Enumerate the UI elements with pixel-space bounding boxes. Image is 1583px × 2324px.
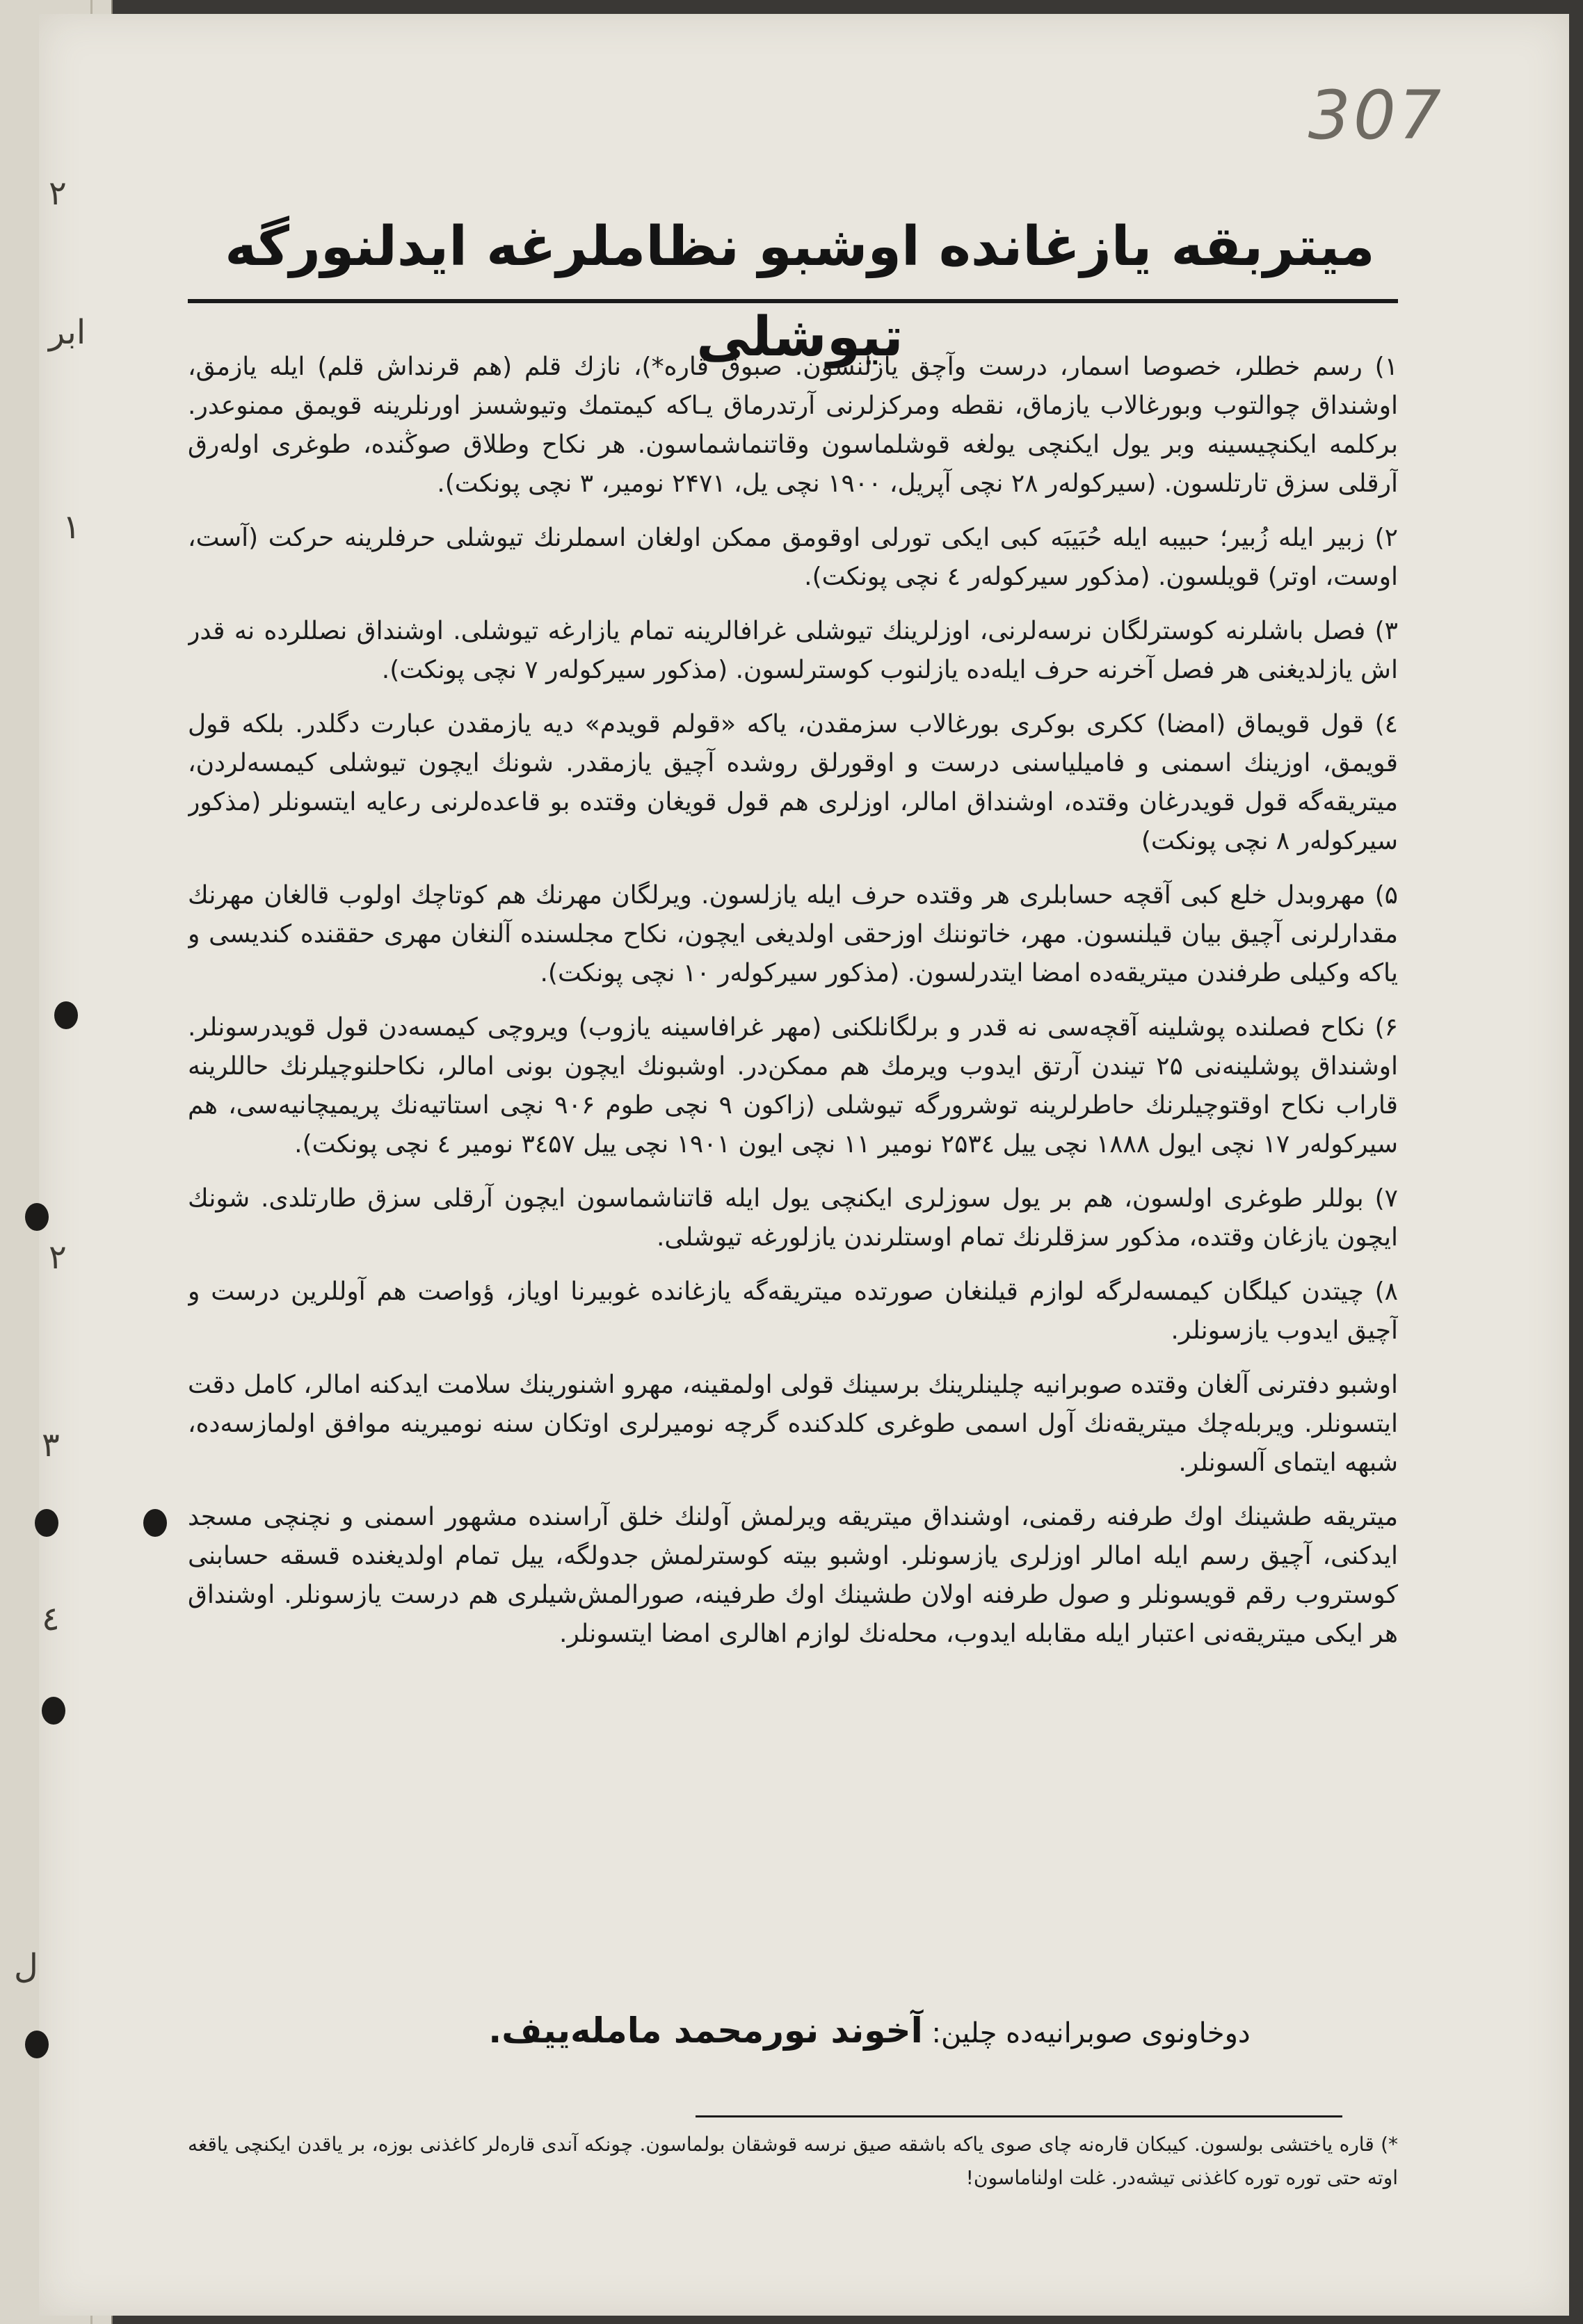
ledger-edge — [0, 0, 118, 2324]
instructions-body — [188, 348, 1398, 1857]
binding-hole — [25, 1203, 49, 1231]
edge-mark: ابر — [49, 313, 86, 352]
footnote-rule — [696, 2115, 1342, 2117]
edge-mark: ٤ — [42, 1599, 60, 1638]
edge-mark: ۲ — [49, 174, 67, 213]
instruction-paragraph: ۸) چیتدن کیلگان کیمسه‌لرگه لوازم قیلنغان صورتده میتریقه‌گه یازغانده غوبیرنا اویاز، ؤواصت هم آوللرین درست و آچیق ایدوب یازسونلر. — [188, 1277, 1398, 1345]
binding-hole — [25, 2031, 49, 2058]
page-title: میتربقه یازغانده اوشبو نظاملرغه ایدلنورگه تیوشلی — [225, 216, 1375, 369]
footnote: *) قاره یاختشی بولسون. کیبکان قارەنه چای صوی یاکه باشقه صیق نرسه قوشقان بولماسون. چونکه آندی قارەلر کاغذنی بوزه، بر یاقدن ایکنچی یاقغه اوته حتی توره توره کاغذنی تیشه‌در. غلت اولناماسون! — [188, 2133, 1398, 2189]
edge-mark: ۳ — [42, 1426, 60, 1464]
binding-hole — [35, 1509, 58, 1537]
instruction-paragraph: ۵) مهروبدل خلع کبی آقچه حسابلری هر وقتده حرف ایله یازلسون. ویرلگان مهرنك هم کوتاچك اولوب قالغان مهرنك مقدارلرنی آچیق بیان قیلنسون. مهر، خاتوننك اوزحقی اولدیغی ایچون، نکاح مجلسنده آلنغان مهری حققنده کندیسی و یاکه وکیلی طرفندن میتریقه‌ده امضا ایتدرلسون. (مذکور سیرکولەر ۱۰ نچی پونکت). — [188, 881, 1398, 987]
signature-name: آخوند نورمحمد مامله‌ییف. — [488, 2010, 923, 2051]
instruction-paragraph: ۷) بوللر طوغری اولسون، هم بر یول سوزلری ایکنچی یول ایله قاتناشماسون ایچون آرقلی سزق طارتلدی. شونك ایچون یازغان وقتده، مذکور سزقلرنك تمام اوستلرندن یازلورغه تیوشلی. — [188, 1184, 1398, 1252]
closing-paragraph: اوشبو دفترنی آلغان وقتده صوبرانیه چلینلرینك برسینك قولی اولمقینه، مهرو اشنورینك سلامت ایدکنه امالر، کامل دقت ایتسونلر. ویربلەچك میتریقه‌نك آول اسمی طوغری کلدکنده گرچه نومیرلری اوتکان سنه نومیرینه موافق اولمازسه‌ده، شبهه ایتمای آلسونلر. — [188, 1371, 1398, 1477]
instruction-paragraph: ٤) قول قویماق (امضا) ککری بوکری بورغالاب سزمقدن، یاکه «قولم قویدم» دیه یازمقدن عبارت دگلدر. بلکه قول قویمق، اوزینك اسمنی و فامیلیاسنی درست و اوقورلق روشده آچیق یازمقدر. شونك ایچون تیوشلی کیمسه‌لردن، میتریقه‌گه قول قویدرغان وقتده، اوشنداق امالر، اوزلری هم قول قویغان وقتده بو قاعده‌لرنی رعایه ایتسونلر (مذکور سیرکولەر ۸ نچی پونکت) — [188, 710, 1398, 855]
signature-prefix: دوخاونوی صوبرانیه‌ده چلین: — [931, 2017, 1251, 2049]
closing-paragraph: میتریقه طشینك اوك طرفنه رقمنی، اوشنداق میتریقه ویرلمش آولنك خلق آراسنده مشهور اسمنی و نچنچی مسجد ایدکنی، آچیق رسم ایله امالر اوزلری یازسونلر. اوشبو بیته کوسترلمش جدولگه، ییل تمام اولدیغنده قسقه حسابنی کوستروب رقم قویسونلر و صول طرفنه اولان طشینك اوك طرفینه، صورالمش‌شیلری هم درست یازسونلر. اوشنداق هر ایکی میتریقه‌نی اعتبار ایله مقابله ایدوب، محله‌نك لوازم اهالری امضا ایتسونلر. — [188, 1503, 1398, 1648]
instruction-paragraph: ۲) زبیر ایله زُبیر؛ حبیبه ایله حُبَیبَه کبی ایکی تورلی اوقومق ممکن اولغان اسملرنك تیوشلی حرفلرینه حرکت (آست، اوست، اوتر) قویلسون. (مذکور سیرکولەر ٤ نچی پونکت). — [188, 524, 1398, 591]
binding-hole — [143, 1509, 167, 1537]
edge-mark: ۲ — [49, 1238, 67, 1277]
binding-hole — [54, 1001, 78, 1029]
instruction-paragraph: ۶) نکاح فصلنده پوشلینه آقچه‌سی نه قدر و برلگانلکنی (مهر غرافاسینه یازوب) ویروچی کیمسه‌دن قول قویدرسونلر. اوشنداق پوشلینه‌نی ۲۵ تیندن آرتق ایدوب ویرمك هم ممکن‌در. اوشبونك ایچون بونی امالر، نکاحلنوچیلرنك حاللرینه قاراب نکاح اوقتوچیلرنك حاطرلرینه توشرورگه تیوشلی (زاکون ۹ نچی طوم ۹۰۶ نچی استاتیه‌نك پریمیچانیه‌سی، هم سیرکولەر ۱۷ نچی ایول ۱۸۸۸ نچی ییل ۲۵۳٤ نومیر ۱۱ نچی ایون ۱۹۰۱ نچی ییل ۳٤۵۷ نومیر ٤ نچی پونکت). — [188, 1013, 1398, 1159]
title-underline — [188, 299, 1398, 303]
signature-line — [417, 2003, 1321, 2058]
instruction-paragraph: ۳) فصل باشلرنه کوسترلگان نرسه‌لرنی، اوزلرینك تیوشلی غرافالرینه تمام یازارغه تیوشلی. اوشنداق نصللرده نه قدر اش یازلدیغنی هر فصل آخرنه حرف ایله‌ده یازلنوب کوسترلسون. (مذکور سیرکولەر ۷ نچی پونکت). — [188, 617, 1398, 684]
edge-mark: ل — [14, 1947, 38, 1986]
binding-hole — [42, 1697, 65, 1725]
edge-mark: ۱ — [63, 508, 81, 547]
page-number: 307 — [1308, 76, 1444, 154]
instruction-paragraph: ۱) رسم خطلر، خصوصا اسمار، درست وآچق یازلنسون. صبوق قاره*)، نازك قلم (هم قرنداش قلم) ایله یازمق، اوشنداق چوالتوب وبورغالاب یازماق، نقطه ومرکزلرنی آرتدرماق یـاکه کیمتمك وتیوشسز اورنلرینه قویمق ممنوعدر. برکلمه ایکنچیسینه وبر یول ایکنچی یولغه قوشلماسون وقاتنماشماسون. هر نکاح وطلاق صوڭنده، طوغری اوله‌رق آرقلی سزق تارتلسون. (سیرکولەر ۲۸ نچی آپریل، ۱۹۰۰ نچی یل، ۲۴۷۱ نومیر، ۳ نچی پونکت). — [188, 353, 1398, 498]
